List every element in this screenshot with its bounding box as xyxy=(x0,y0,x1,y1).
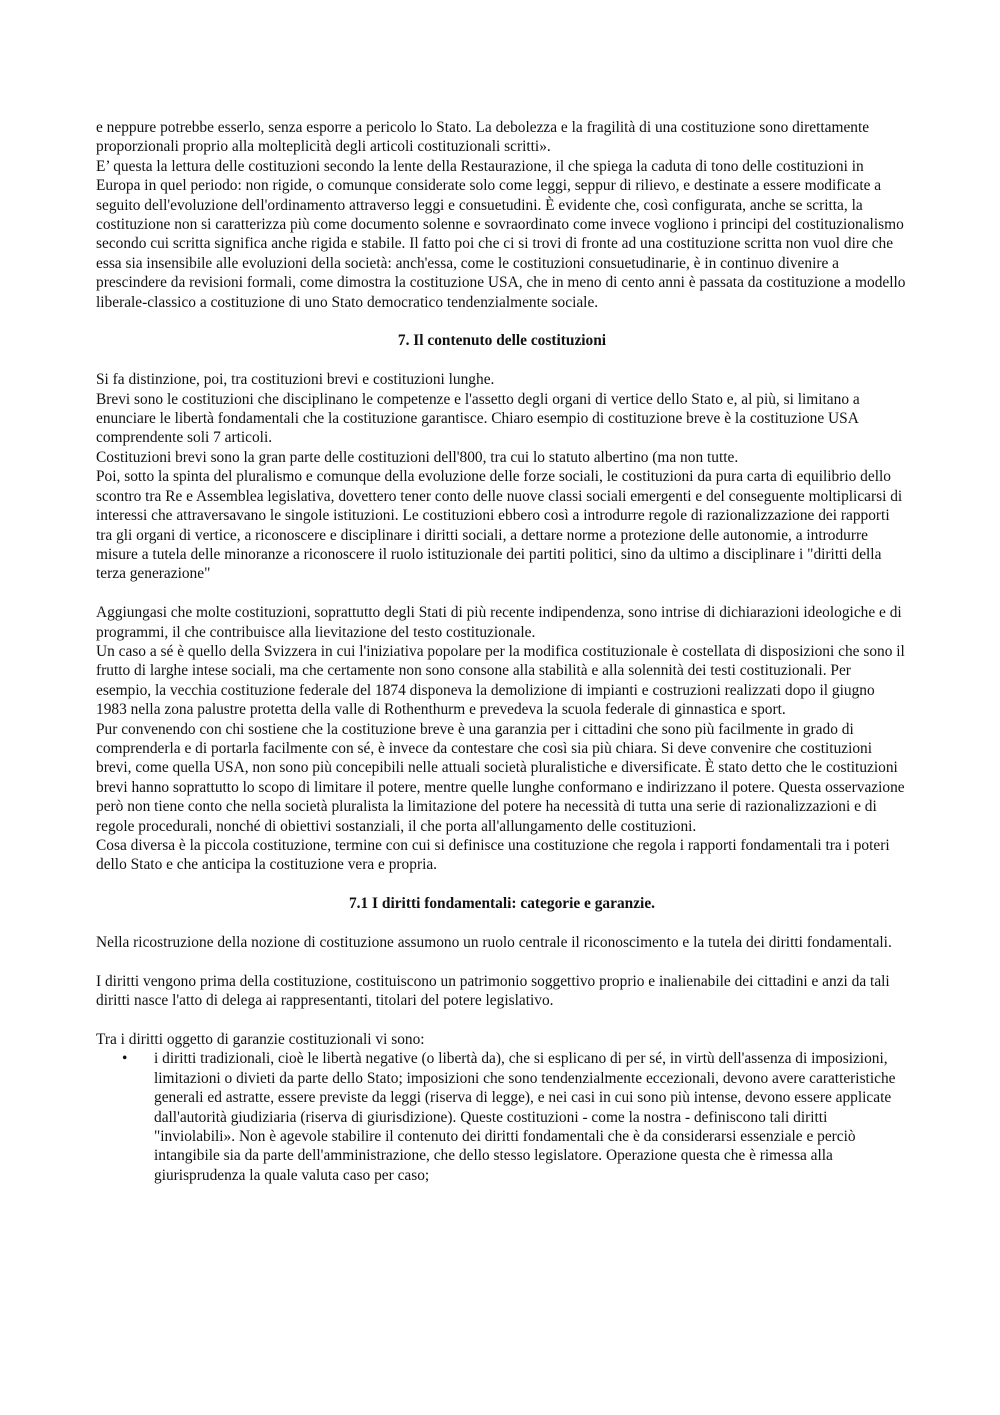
spacer xyxy=(96,351,908,370)
section-7-heading: 7. Il contenuto delle costituzioni xyxy=(397,332,607,350)
spacer xyxy=(96,312,908,331)
intro-paragraph-2: E’ questa la lettura delle costituzioni secondo la lente della Restaurazione, il che spiega la caduta di tono delle costituzioni in Europa in quel periodo: non rigide, o comunque considerate solo come leggi, seppur di rilievo, e destinate a essere modificate a seguito dell'evoluzione dell'ordinamento attraverso leggi e consuetudini. È evidente che, così configurata, anche se scritta, la costituzione non si caratterizza più come documento solenne e sovraordinato come invece vogliono i principi del costituzionalismo secondo cui scritta significa anche rigida e stabile. Il fatto poi che ci si trovi di fronte ad una costituzione scritta non vuol dire che essa sia insensibile alle evoluzioni della società: anch'essa, come le costituzioni consuetudinarie, è in continuo divenire a prescindere da revisioni formali, come dimostra la costituzione USA, che in meno di cento anni è passata da costituzione a modello liberale-classico a costituzione di uno Stato democratico tendenzialmente sociale. xyxy=(96,157,906,311)
bullet-icon: • xyxy=(122,1050,128,1068)
section-7-paragraph: Costituzioni brevi sono la gran parte delle costituzioni dell'800, tra cui lo statuto albertino (ma non tutte. xyxy=(96,448,739,466)
list-item xyxy=(96,1049,908,1185)
spacer xyxy=(96,875,908,894)
section-7-paragraph: Si fa distinzione, poi, tra costituzioni brevi e costituzioni lunghe. xyxy=(96,371,495,389)
spacer xyxy=(96,952,908,971)
spacer xyxy=(96,914,908,933)
list-intro: Tra i diritti oggetto di garanzie costituzionali vi sono: xyxy=(96,1030,425,1048)
list-item-text: i diritti tradizionali, cioè le libertà negative (o libertà da), che si esplicano di per sé, in virtù dell'assenza di imposizioni, limitazioni o divieti da parte dello Stato; imposizioni che sono tendenzialmente eccezionali, devono avere caratteristiche generali ed astratte, essere previste da leggi (riserva di legge), e nei casi in cui sono più intense, devono essere applicate dall'autorità giudiziaria (riserva di giurisdizione). Queste costituzioni - come la nostra - definiscono tali diritti "inviolabili». Non è agevole stabilire il contenuto dei diritti fondamentali che è da considerarsi essenziale e perciò intangibile sia da parte dell'amministrazione, che dello stesso legislatore. Operazione questa che è rimessa alla giurisprudenza la quale valuta caso per caso; xyxy=(154,1050,896,1184)
section-7-1-heading: 7.1 I diritti fondamentali: categorie e garanzie. xyxy=(348,895,656,913)
section-7-paragraph: Brevi sono le costituzioni che disciplinano le competenze e l'assetto degli organi di vertice dello Stato e, al più, si limitano a enunciare le libertà fondamentali che la costituzione garantisce. Chiaro esempio di costituzione breve è la costituzione USA comprendente soli 7 articoli. xyxy=(96,390,860,447)
section-7-paragraph: Pur convenendo con chi sostiene che la costituzione breve è una garanzia per i cittadini che sono più facilmente in grado di comprenderla e di portarla facilmente con sé, è invece da contestare che così sia più chiara. Si deve convenire che costituzioni brevi, come quella USA, non sono più concepibili nelle attuali società pluralistiche e diversificate. È stato detto che le costituzioni brevi hanno soprattutto lo scopo di limitare il potere, mentre quelle lunghe conformano e indirizzano il potere. Questa osservazione però non tiene conto che nella società pluralista la limitazione del potere ha necessità di tutta una serie di razionalizzazioni e di regole procedurali, nonché di obiettivi sostanziali, il che porta all'allungamento delle costituzioni. xyxy=(96,720,905,835)
section-7-paragraph: Cosa diversa è la piccola costituzione, termine con cui si definisce una costituzione che regola i rapporti fondamentali tra i poteri dello Stato e che anticipa la costituzione vera e propria. xyxy=(96,836,890,874)
section-7-paragraph: Poi, sotto la spinta del pluralismo e comunque della evoluzione delle forze sociali, le costituzioni da pura carta di equilibrio dello scontro tra Re e Assemblea legislativa, dovettero tener conto delle nuove classi sociali emergenti e del conseguente moltiplicarsi di interessi che attraversavano le singole istituzioni. Le costituzioni ebbero così a introdurre regole di razionalizzazione dei rapporti tra gli organi di vertice, a riconoscere e disciplinare i diritti sociali, a dettare norme a protezione delle autonomie, a introdurre misure a tutela delle minoranze a riconoscere il ruolo istituzionale dei partiti politici, sino da ultimo a disciplinare i "diritti della terza generazione" xyxy=(96,468,903,583)
section-7-paragraph: Un caso a sé è quello della Svizzera in cui l'iniziativa popolare per la modifica costituzionale è costellata di disposizioni che sono il frutto di larghe intese sociali, ma che certamente non sono consone alla stabilità e alla solennità dei testi costituzionali. Per esempio, la vecchia costituzione federale del 1874 disponeva la demolizione di impianti e costruzioni realizzati dopo il giugno 1983 nella zona palustre protetta della valle di Rothenthurm e prevedeva la scuola federale di ginnastica e sport. xyxy=(96,642,905,719)
section-7-paragraph: Aggiungasi che molte costituzioni, soprattutto degli Stati di più recente indipendenza, sono intrise di dichiarazioni ideologiche e di programmi, il che contribuisce alla lievitazione del testo costituzionale. xyxy=(96,604,902,641)
document-page xyxy=(96,118,908,1185)
spacer xyxy=(96,584,908,603)
section-7-1-paragraph-2: I diritti vengono prima della costituzione, costituiscono un patrimonio soggettivo proprio e inalienabile dei cittadini e anzi da tali diritti nasce l'atto di delega ai rappresentanti, titolari del potere legislativo. xyxy=(96,972,890,1010)
spacer xyxy=(96,1011,908,1030)
section-7-1-paragraph-1: Nella ricostruzione della nozione di costituzione assumono un ruolo centrale il riconoscimento e la tutela dei diritti fondamentali. xyxy=(96,933,892,951)
rights-list xyxy=(96,1049,908,1185)
intro-paragraph-1: e neppure potrebbe esserlo, senza esporre a pericolo lo Stato. La debolezza e la fragilità di una costituzione sono direttamente proporzionali proprio alla molteplicità degli articoli costituzionali scritti». xyxy=(96,119,870,156)
